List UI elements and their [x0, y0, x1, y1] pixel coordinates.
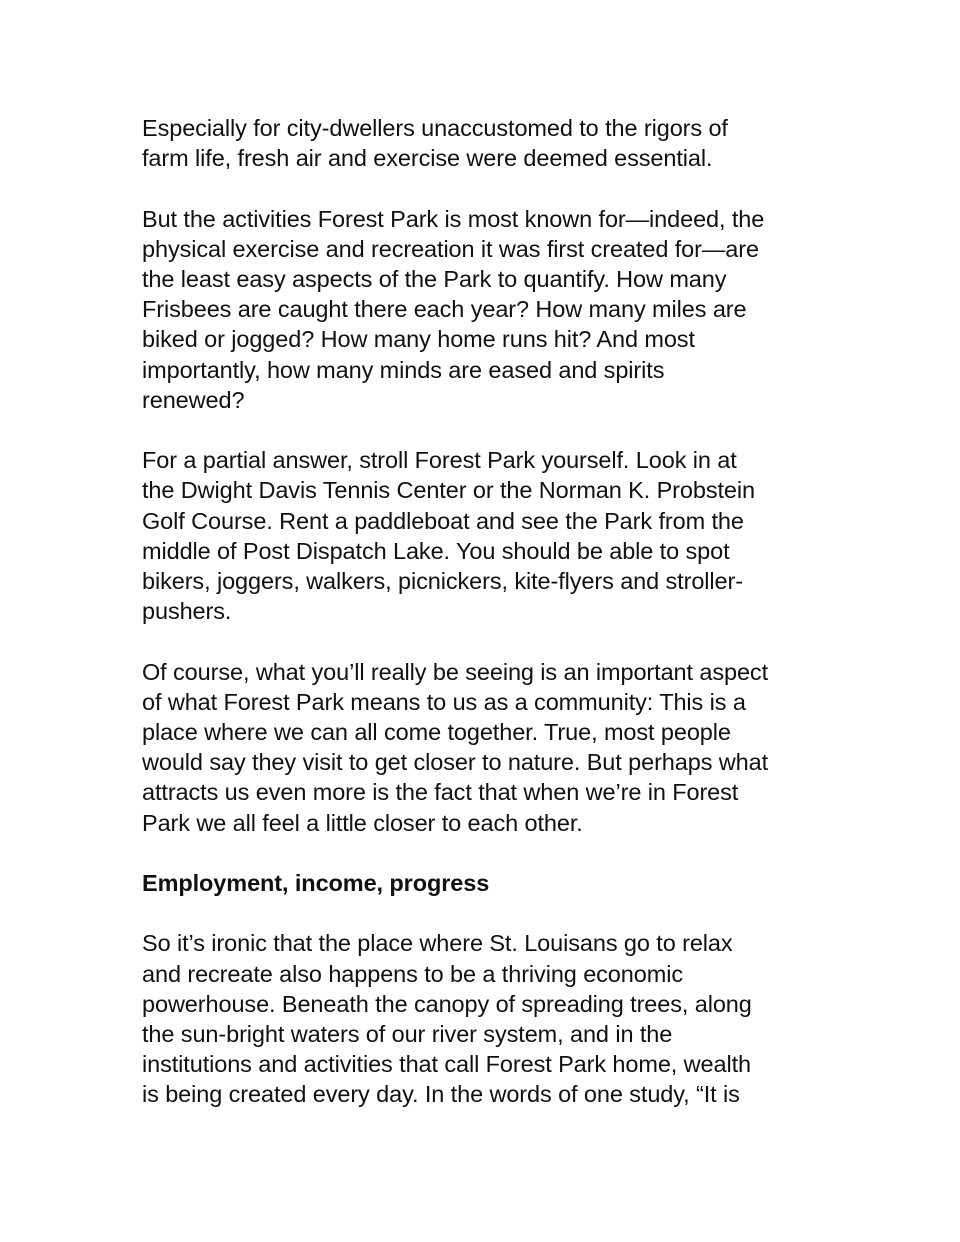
text-line: the Dwight Davis Tennis Center or the Norman K. Probstein: [142, 477, 755, 504]
text-line: renewed?: [142, 386, 245, 413]
text-line: Of course, what you’ll really be seeing is an important aspect: [142, 658, 769, 685]
paragraph-4: [142, 657, 832, 838]
text-line: For a partial answer, stroll Forest Park yourself. Look in at: [142, 447, 737, 474]
text-line: and recreate also happens to be a thriving economic: [142, 960, 683, 987]
text-line: middle of Post Dispatch Lake. You should be able to spot: [142, 537, 730, 564]
text-line: So it’s ironic that the place where St. Louisans go to relax: [142, 930, 733, 957]
paragraph-1: [142, 113, 832, 173]
text-line: attracts us even more is the fact that when we’re in Forest: [142, 779, 739, 806]
text-line: farm life, fresh air and exercise were deemed essential.: [142, 145, 713, 172]
text-line: Frisbees are caught there each year? How many miles are: [142, 296, 747, 323]
text-line: importantly, how many minds are eased and spirits: [142, 356, 665, 383]
text-line: pushers.: [142, 598, 232, 625]
text-line: is being created every day. In the words of one study, “It is: [142, 1081, 740, 1108]
text-line: the sun-bright waters of our river system, and in the: [142, 1021, 673, 1048]
paragraph-2: [142, 204, 832, 415]
paragraph-3: [142, 445, 832, 626]
text-line: Golf Course. Rent a paddleboat and see the Park from the: [142, 507, 744, 534]
text-line: bikers, joggers, walkers, picnickers, kite-flyers and stroller-: [142, 568, 743, 595]
text-line: Park we all feel a little closer to each other.: [142, 809, 583, 836]
section-heading: Employment, income, progress: [142, 870, 490, 897]
text-line: place where we can all come together. True, most people: [142, 719, 731, 746]
text-line: institutions and activities that call Forest Park home, wealth: [142, 1051, 752, 1078]
text-line: would say they visit to get closer to nature. But perhaps what: [142, 749, 769, 776]
document-page: [142, 113, 832, 1140]
text-line: physical exercise and recreation it was first created for—are: [142, 235, 759, 262]
text-line: of what Forest Park means to us as a community: This is a: [142, 688, 746, 715]
paragraph-5: [142, 928, 832, 1109]
text-line: But the activities Forest Park is most known for—indeed, the: [142, 205, 765, 232]
text-line: biked or jogged? How many home runs hit? And most: [142, 326, 695, 353]
text-line: powerhouse. Beneath the canopy of spreading trees, along: [142, 990, 752, 1017]
text-line: the least easy aspects of the Park to quantify. How many: [142, 266, 727, 292]
text-line: Especially for city-dwellers unaccustomed to the rigors of: [142, 115, 728, 141]
